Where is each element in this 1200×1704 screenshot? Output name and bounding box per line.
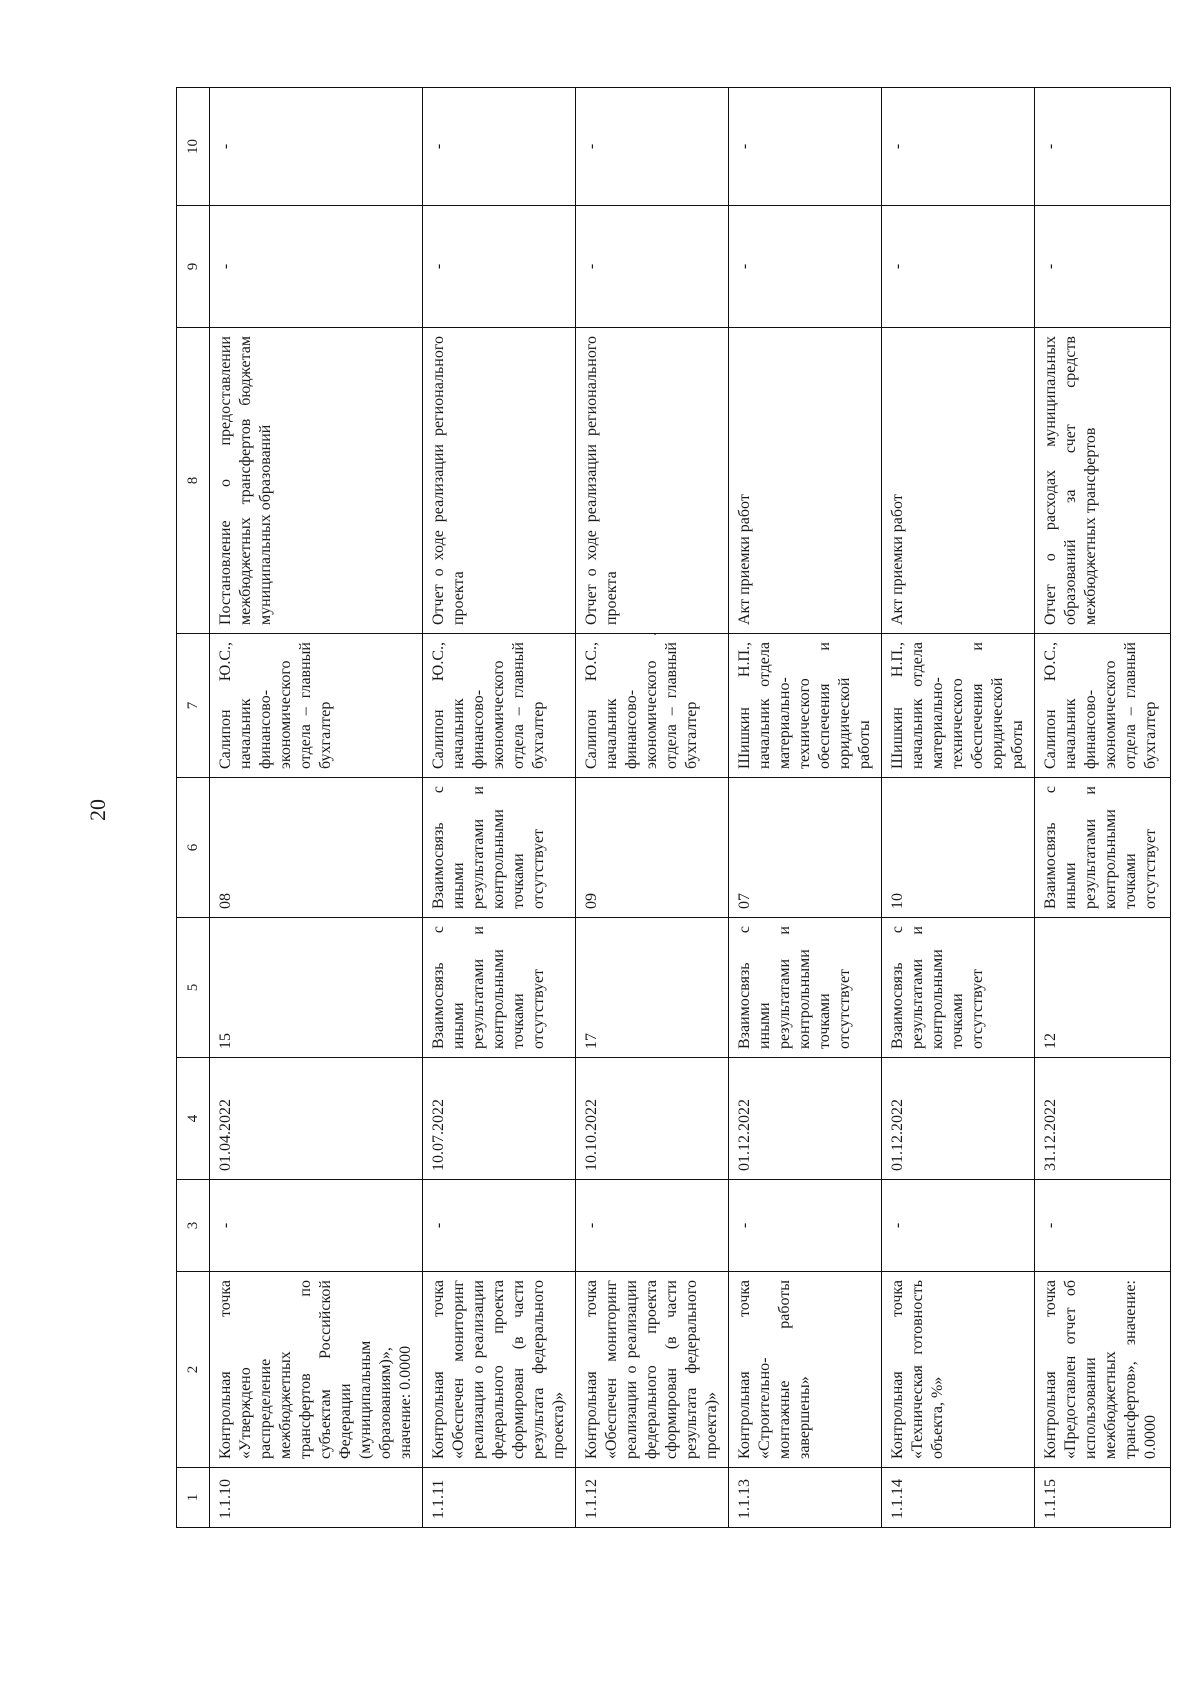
row-name: Контрольная точка «Предоставлен отчет об использовании межбюджетных трансфертов», значение: 0.0000	[1035, 1272, 1171, 1468]
row-responsible: Шишкин Н.П., начальник отдела материально-технического обеспечения и юридической работы	[882, 634, 1035, 778]
table-row	[729, 88, 882, 1528]
row-col6: 08	[210, 778, 423, 918]
row-col10: -	[1035, 88, 1171, 206]
row-col3: -	[1035, 1180, 1171, 1272]
row-col5: 15	[210, 918, 423, 1058]
row-col5: Взаимосвязь с иными результатами и контрольными точками отсутствует	[423, 918, 576, 1058]
row-col6: Взаимосвязь с иными результатами и контрольными точками отсутствует	[1035, 778, 1171, 918]
table-row	[210, 88, 423, 1528]
row-responsible: Салипон Ю.С., начальник финансово-экономического отдела – главный бухгалтер	[210, 634, 423, 778]
header-cell: 6	[177, 778, 210, 918]
row-date: 01.12.2022	[729, 1058, 882, 1180]
row-col9: -	[1035, 206, 1171, 328]
row-col10: -	[882, 88, 1035, 206]
row-col3: -	[210, 1180, 423, 1272]
row-name: Контрольная точка «Обеспечен мониторинг реализации о реализации федерального проекта сформирован (в части результата федерального проекта)»	[423, 1272, 576, 1468]
row-col6: Взаимосвязь с иными результатами и контрольными точками отсутствует	[423, 778, 576, 918]
row-name: Контрольная точка «Техническая готовность объекта, %»	[882, 1272, 1035, 1468]
row-col9: -	[882, 206, 1035, 328]
row-col9: -	[423, 206, 576, 328]
row-document: Отчет о ходе реализации регионального проекта	[423, 328, 576, 634]
row-responsible: Салипон Ю.С., начальник финансово-экономического отдела – главный бухгалтер	[1035, 634, 1171, 778]
row-col9: -	[210, 206, 423, 328]
header-cell: 10	[177, 88, 210, 206]
row-id: 1.1.14	[882, 1468, 1035, 1528]
row-document: Отчет о ходе реализации регионального проекта	[576, 328, 729, 634]
row-col10: -	[423, 88, 576, 206]
row-date: 10.10.2022	[576, 1058, 729, 1180]
row-name: Контрольная точка «Обеспечен мониторинг реализации о реализации федерального проекта сформирован (в части результата федерального проекта)»	[576, 1272, 729, 1468]
row-id: 1.1.13	[729, 1468, 882, 1528]
header-cell: 5	[177, 918, 210, 1058]
row-col9: -	[576, 206, 729, 328]
row-col10: -	[576, 88, 729, 206]
row-date: 01.12.2022	[882, 1058, 1035, 1180]
page-number: 20	[85, 799, 110, 821]
row-col3: -	[576, 1180, 729, 1272]
row-col3: -	[423, 1180, 576, 1272]
row-responsible: Салипон Ю.С., начальник финансово-экономического отдела – главный бухгалтер	[576, 634, 729, 778]
row-responsible: Салипон Ю.С., начальник финансово-экономического отдела – главный бухгалтер	[423, 634, 576, 778]
row-col9: -	[729, 206, 882, 328]
row-col3: -	[882, 1180, 1035, 1272]
table-row	[576, 88, 729, 1528]
row-id: 1.1.11	[423, 1468, 576, 1528]
row-id: 1.1.12	[576, 1468, 729, 1528]
row-col6: 09	[576, 778, 729, 918]
header-cell: 2	[177, 1272, 210, 1468]
row-name: Контрольная точка «Утверждено распределение межбюджетных трансфертов по субъектам Российской Федерации (муниципальным образованиям)», значение: 0.0000	[210, 1272, 423, 1468]
row-id: 1.1.15	[1035, 1468, 1171, 1528]
row-id: 1.1.10	[210, 1468, 423, 1528]
row-col10: -	[210, 88, 423, 206]
row-document: Акт приемки работ	[882, 328, 1035, 634]
row-date: 01.04.2022	[210, 1058, 423, 1180]
header-cell: 3	[177, 1180, 210, 1272]
row-col6: 10	[882, 778, 1035, 918]
row-document: Постановление о предоставлении межбюджетных трансфертов бюджетам муниципальных образований	[210, 328, 423, 634]
row-col3: -	[729, 1180, 882, 1272]
row-col6: 07	[729, 778, 882, 918]
row-col5: 12	[1035, 918, 1171, 1058]
header-cell: 4	[177, 1058, 210, 1180]
header-row	[177, 88, 210, 1528]
row-name: Контрольная точка «Строительно-монтажные работы завершены»	[729, 1272, 882, 1468]
row-col5: Взаимосвязь с иными результатами и контрольными точками отсутствует	[729, 918, 882, 1058]
row-col5: 17	[576, 918, 729, 1058]
row-col5: Взаимосвязь с результатами и контрольными точками отсутствует	[882, 918, 1035, 1058]
row-document: Отчет о расходах муниципальных образований за счет средств межбюджетных трансфертов	[1035, 328, 1171, 634]
rotated-table-container	[176, 88, 1159, 1528]
row-document: Акт приемки работ	[729, 328, 882, 634]
table-row	[882, 88, 1035, 1528]
control-points-table	[176, 87, 1171, 1528]
header-cell: 9	[177, 206, 210, 328]
table-row	[423, 88, 576, 1528]
row-date: 31.12.2022	[1035, 1058, 1171, 1180]
table-row	[1035, 88, 1171, 1528]
header-cell: 1	[177, 1468, 210, 1528]
row-responsible: Шишкин Н.П., начальник отдела материально-технического обеспечения и юридической работы	[729, 634, 882, 778]
row-col10: -	[729, 88, 882, 206]
header-cell: 7	[177, 634, 210, 778]
row-date: 10.07.2022	[423, 1058, 576, 1180]
header-cell: 8	[177, 328, 210, 634]
